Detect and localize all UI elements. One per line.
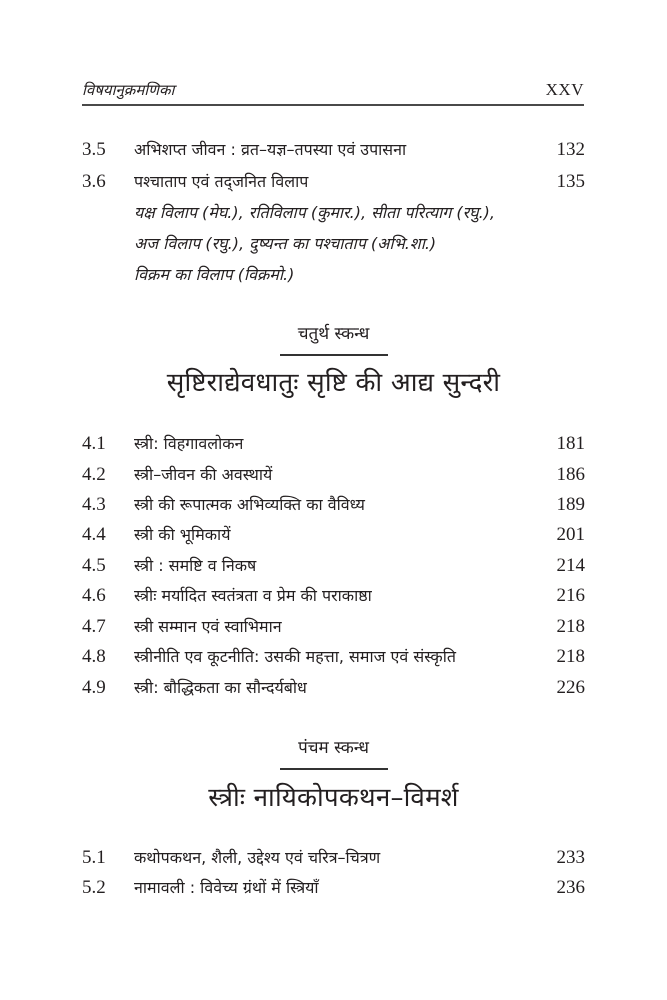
toc-entry-4-4 bbox=[82, 521, 585, 549]
toc-entry-4-7 bbox=[82, 613, 585, 641]
entry-subtopics-line-2: अज विलाप (रघु.), दुष्यन्त का पश्चाताप (अभि.शा.) bbox=[134, 234, 437, 253]
section-label-4: चतुर्थ स्कन्ध bbox=[297, 324, 370, 344]
section-divider bbox=[280, 768, 388, 770]
entry-subtopics-line-1: यक्ष विलाप (मेघ.), रतिविलाप (कुमार.), सीता परित्याग (रघु.), bbox=[134, 203, 496, 222]
entry-page: 135 bbox=[556, 171, 585, 192]
running-header-title: विषयानुक्रमणिका bbox=[82, 81, 175, 99]
entry-subtopics-line-3: विक्रम का विलाप (विक्रमो.) bbox=[134, 265, 295, 284]
entry-title: नामावली : विवेच्य ग्रंथों में स्त्रियाँ bbox=[134, 878, 319, 897]
entry-page: 218 bbox=[556, 646, 585, 667]
entry-number: 4.5 bbox=[82, 555, 106, 576]
toc-entry-3-5 bbox=[82, 136, 585, 164]
entry-page: 201 bbox=[556, 524, 585, 545]
entry-number: 4.8 bbox=[82, 646, 106, 667]
entry-number: 4.1 bbox=[82, 433, 106, 454]
entry-page: 218 bbox=[556, 616, 585, 637]
toc-entry-4-6 bbox=[82, 582, 585, 610]
entry-page: 216 bbox=[556, 585, 585, 606]
entry-title: स्त्री की भूमिकायें bbox=[134, 525, 231, 544]
toc-entry-4-3 bbox=[82, 491, 585, 519]
toc-entry-4-9 bbox=[82, 674, 585, 702]
toc-entry-4-8 bbox=[82, 643, 585, 671]
entry-title: पश्चाताप एवं तद्जनित विलाप bbox=[134, 172, 309, 191]
entry-title: स्त्री: बौद्धिकता का सौन्दर्यबोध bbox=[134, 678, 307, 697]
section-divider bbox=[280, 354, 388, 356]
entry-title: स्त्री–जीवन की अवस्थायें bbox=[134, 465, 273, 484]
entry-number: 3.6 bbox=[82, 171, 106, 192]
entry-title: स्त्रीनीति एव कूटनीति: उसकी महत्ता, समाज एवं संस्कृति bbox=[134, 647, 456, 666]
section-label-5: पंचम स्कन्ध bbox=[298, 738, 369, 758]
toc-entry-4-2 bbox=[82, 461, 585, 489]
entry-title: स्त्री: विहगावलोकन bbox=[134, 434, 244, 453]
running-header bbox=[82, 80, 584, 106]
toc-entry-4-1 bbox=[82, 430, 585, 458]
entry-title: कथोपकथन, शैली, उद्देश्य एवं चरित्र–चित्रण bbox=[134, 848, 381, 867]
entry-number: 4.3 bbox=[82, 494, 106, 515]
toc-entry-5-2 bbox=[82, 874, 585, 902]
entry-page: 214 bbox=[556, 555, 585, 576]
entry-number: 5.2 bbox=[82, 877, 106, 898]
entry-page: 132 bbox=[556, 139, 585, 160]
section-title-4: सृष्टिराद्येवधातुः सृष्टि की आद्य सुन्दरी bbox=[166, 368, 501, 398]
section-title-5: स्त्रीः नायिकोपकथन–विमर्श bbox=[208, 783, 459, 813]
toc-entry-5-1 bbox=[82, 844, 585, 872]
toc-entry-3-6 bbox=[82, 168, 585, 196]
entry-page: 236 bbox=[556, 877, 585, 898]
entry-number: 4.7 bbox=[82, 616, 106, 637]
entry-title: स्त्री सम्मान एवं स्वाभिमान bbox=[134, 617, 282, 636]
entry-title: अभिशप्त जीवन : व्रत–यज्ञ–तपस्या एवं उपासना bbox=[134, 140, 407, 159]
entry-number: 4.2 bbox=[82, 464, 106, 485]
entry-page: 186 bbox=[556, 464, 585, 485]
entry-number: 5.1 bbox=[82, 847, 106, 868]
page-number: XXV bbox=[545, 80, 584, 99]
entry-page: 189 bbox=[556, 494, 585, 515]
entry-number: 4.6 bbox=[82, 585, 106, 606]
entry-number: 4.9 bbox=[82, 677, 106, 698]
entry-page: 181 bbox=[556, 433, 585, 454]
entry-title: स्त्रीः मर्यादित स्वतंत्रता व प्रेम की पराकाष्ठा bbox=[134, 586, 372, 605]
entry-page: 233 bbox=[556, 847, 585, 868]
entry-page: 226 bbox=[556, 677, 585, 698]
entry-number: 3.5 bbox=[82, 139, 106, 160]
entry-title: स्त्री : समष्टि व निकष bbox=[134, 556, 257, 575]
entry-title: स्त्री की रूपात्मक अभिव्यक्ति का वैविध्य bbox=[134, 495, 365, 514]
entry-number: 4.4 bbox=[82, 524, 106, 545]
toc-entry-4-5 bbox=[82, 552, 585, 580]
